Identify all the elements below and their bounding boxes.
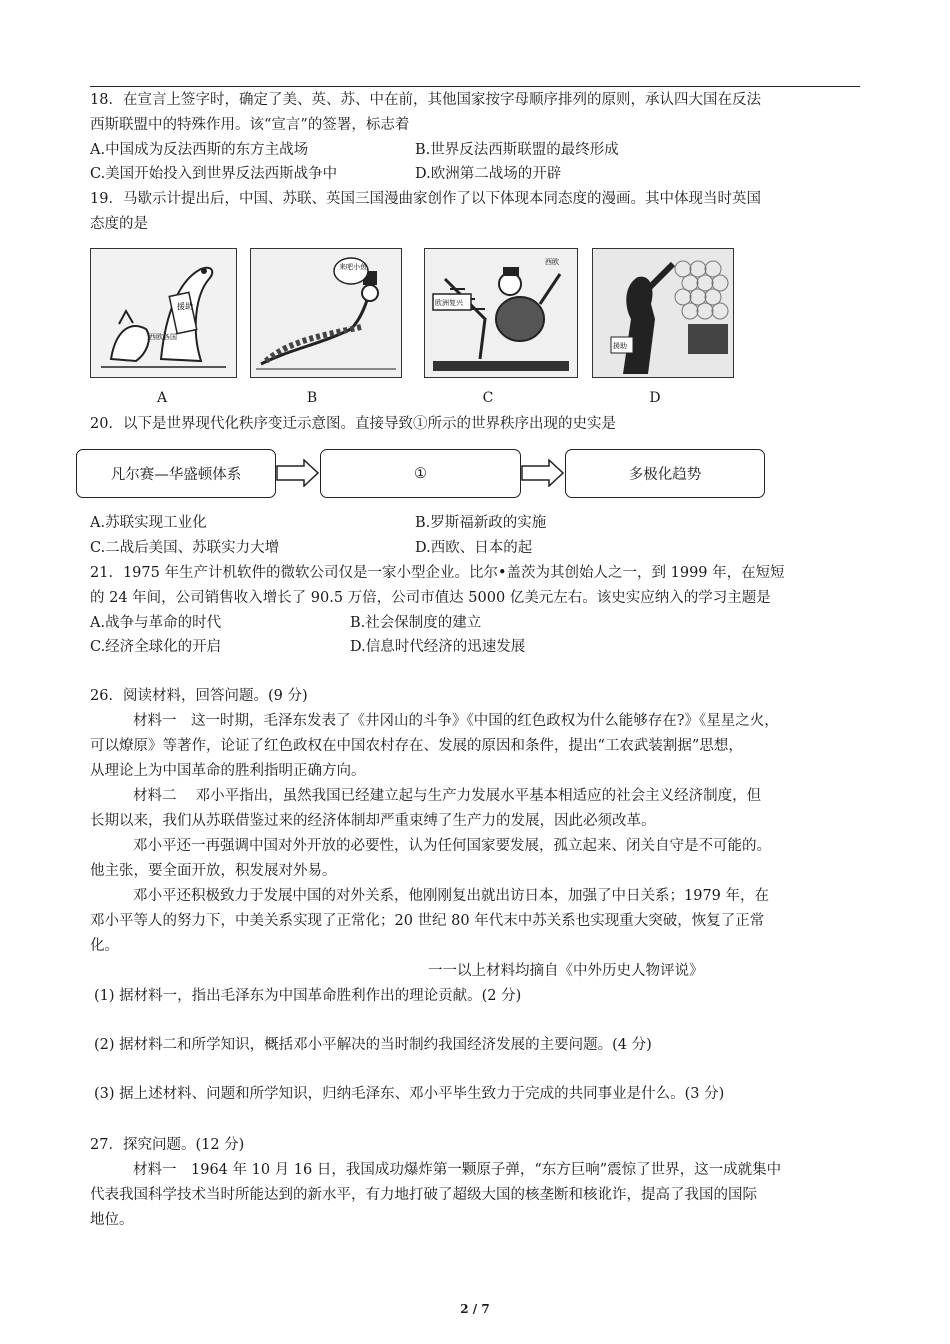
q27-material1-line2: 代表我国科学技术当时所能达到的新水平，有力地打破了超级大国的核垄断和核讹诈，提高了我国的国际 — [90, 1187, 757, 1203]
q20-stem: 20．以下是世界现代化秩序变迁示意图。直接导致①所示的世界秩序出现的史实是 — [90, 416, 616, 432]
cartoon-c-drawing — [425, 249, 577, 377]
q18-option-c: C.美国开始投入到世界反法西斯战争中 — [90, 166, 338, 182]
cartoon-a-drawing — [91, 249, 236, 377]
cartoon-caption-a: A — [156, 390, 168, 406]
cartoon-caption-b: B — [306, 390, 318, 406]
q26-material2-line3: 邓小平还一再强调中国对外开放的必要性，认为任何国家要发展，孤立起来、闭关自守是不可能的。 — [133, 838, 771, 854]
q26-material1-line2: 可以燎原》等著作，论证了红色政权在中国农村存在、发展的原因和条件，提出“工农武装割据”思想， — [90, 738, 743, 754]
q27-material1-line1: 材料一 1964 年 10 月 16 日，我国成功爆炸第一颗原子弹，“东方巨响”震惊了世界，这一成就集中 — [133, 1162, 782, 1178]
q20-option-d: D.西欧、日本的起 — [415, 540, 533, 556]
q20-option-a: A.苏联实现工业化 — [90, 515, 207, 531]
flow-box-versailles: 凡尔赛—华盛顿体系 — [76, 449, 276, 498]
flow-box-multipolar: 多极化趋势 — [565, 449, 765, 498]
cartoon-c — [424, 248, 578, 378]
q26-source: 一一以上材料均摘自《中外历史人物评说》 — [428, 963, 704, 979]
q19-stem-line2: 态度的是 — [90, 216, 148, 232]
q18-option-d: D.欧洲第二战场的开辟 — [415, 166, 562, 182]
cartoon-a-side-text: 西欧各国 — [149, 333, 177, 341]
flow-arrow-1 — [276, 459, 320, 487]
cartoon-b-bubble-text: 来吧小鱼 — [339, 263, 367, 271]
cartoon-a-sign-text: 援助 — [177, 302, 193, 311]
cartoon-caption-d: D — [649, 390, 661, 406]
q18-option-a: A.中国成为反法西斯的东方主战场 — [90, 142, 309, 158]
q27-title: 27．探究问题。(12 分) — [90, 1137, 245, 1153]
q26-material2-line7: 化。 — [90, 938, 119, 954]
q26-material2-line6: 邓小平等人的努力下，中美关系实现了正常化；20 世纪 80 年代末中苏关系也实现重大突破，恢复了正常 — [90, 913, 765, 929]
q26-subquestion-3: (3) 据上述材料、问题和所学知识，归纳毛泽东、邓小平毕生致力于完成的共同事业是什么。(3 分) — [94, 1086, 725, 1102]
cartoon-c-sign-text: 欧洲复兴 — [435, 299, 463, 307]
q26-subquestion-1: (1) 据材料一，指出毛泽东为中国革命胜利作出的理论贡献。(2 分) — [94, 988, 522, 1004]
cartoon-d-drawing — [593, 249, 733, 377]
q18-option-b: B.世界反法西斯联盟的最终形成 — [415, 142, 619, 158]
q18-stem-line2: 西斯联盟中的特殊作用。该“宣言”的签署，标志着 — [90, 117, 410, 133]
flow-box-blank: ① — [320, 449, 521, 498]
q21-option-b: B.社会保制度的建立 — [350, 615, 482, 631]
q26-material2-line4: 他主张，要全面开放，积发展对外易。 — [90, 863, 337, 879]
header-rule — [90, 86, 860, 87]
q21-stem-line2: 的 24 年间，公司销售收入增长了 90.5 万倍，公司市值达 5000 亿美元左右。该史实应纳入的学习主题是 — [90, 590, 771, 606]
cartoon-caption-c: C — [482, 390, 494, 406]
cartoon-d-sign-text: 援助 — [613, 342, 627, 350]
q21-option-c: C.经济全球化的开启 — [90, 639, 222, 655]
q20-option-b: B.罗斯福新政的实施 — [415, 515, 547, 531]
cartoon-d — [592, 248, 734, 378]
q26-subquestion-2: (2) 据材料二和所学知识，概括邓小平解决的当时制约我国经济发展的主要问题。(4 分) — [94, 1037, 652, 1053]
flow-arrow-2 — [521, 459, 565, 487]
q26-material1-line1: 材料一 这一时期，毛泽东发表了《井冈山的斗争》《中国的红色政权为什么能够存在?》《星星之火， — [133, 713, 779, 729]
q21-option-a: A.战争与革命的时代 — [90, 615, 222, 631]
q19-stem-line1: 19．马歇示计提出后，中国、苏联、英国三国漫曲家创作了以下体现本同态度的漫画。其中体现当时英国 — [90, 191, 761, 207]
q26-title: 26．阅读材料，回答问题。(9 分) — [90, 688, 308, 704]
cartoon-c-corner-text: 西欧 — [545, 258, 559, 266]
q21-stem-line1: 21．1975 年生产计机软件的微软公司仅是一家小型企业。比尔•盖茨为其创始人之一，到 1999 年，在短短 — [90, 565, 785, 581]
q20-option-c: C.二战后美国、苏联实力大增 — [90, 540, 280, 556]
q26-material2-line2: 长期以来，我们从苏联借鉴过来的经济体制却严重束缚了生产力的发展，因此必须改革。 — [90, 813, 656, 829]
page-number: 2 / 7 — [460, 1302, 490, 1316]
cartoon-b — [250, 248, 402, 378]
q21-option-d: D.信息时代经济的迅速发展 — [350, 639, 526, 655]
q26-material2-line1: 材料二 邓小平指出，虽然我国已经建立起与生产力发展水平基本相适应的社会主义经济制度，但 — [133, 788, 762, 804]
cartoon-a — [90, 248, 237, 378]
q27-material1-line3: 地位。 — [90, 1212, 134, 1228]
q18-stem-line1: 18．在宣言上签字时，确定了美、英、苏、中在前，其他国家按字母顺序排列的原则，承认四大国在反法 — [90, 92, 761, 108]
cartoon-b-drawing — [251, 249, 401, 377]
q26-material2-line5: 邓小平还积极致力于发展中国的对外关系，他刚刚复出就出访日本，加强了中日关系；1979 年，在 — [133, 888, 770, 904]
q26-material1-line3: 从理论上为中国革命的胜利指明正确方向。 — [90, 763, 366, 779]
